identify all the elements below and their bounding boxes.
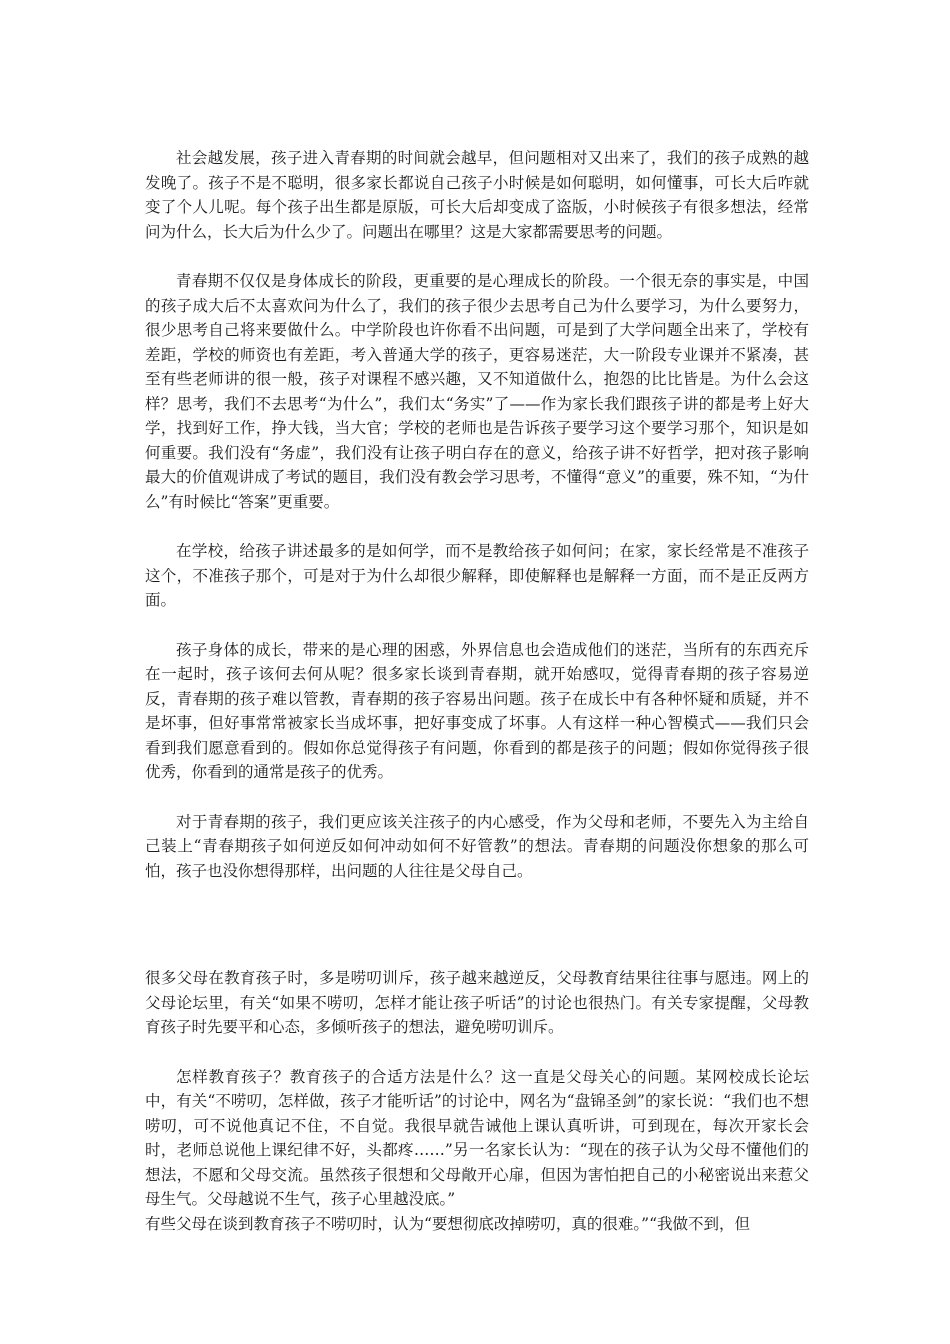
paragraph-4: 孩子身体的成长，带来的是心理的困惑，外界信息也会造成他们的迷茫，当所有的东西充斥在一起时，孩子该何去何从呢？很多家长谈到青春期，就开始感叹，觉得青春期的孩子容易逆反，青春期的孩子难以管教，青春期的孩子容易出问题。孩子在成长中有各种怀疑和质疑，并不是坏事，但好事常常被家长当成坏事，把好事变成了坏事。人有这样一种心智模式——我们只会看到我们愿意看到的。假如你总觉得孩子有问题，你看到的都是孩子的问题；假如你觉得孩子很优秀，你看到的通常是孩子的优秀。 <box>145 640 809 781</box>
section-spacer <box>145 908 809 966</box>
paragraph-3: 在学校，给孩子讲述最多的是如何学，而不是教给孩子如何问；在家，家长经常是不准孩子这个，不准孩子那个，可是对于为什么却很少解释，即使解释也是解释一方面，而不是正反两方面。 <box>145 542 809 609</box>
paragraph-7: 怎样教育孩子？教育孩子的合适方法是什么？这一直是父母关心的问题。某网校成长论坛中，有关“不唠叨，怎样做，孩子才能听话”的讨论中，网名为“盘锦圣剑”的家长说：“我们也不想唠叨，可不说他真记不住，不自觉。我很早就告诫他上课认真听讲，可到现在，每次开家长会时，老师总说他上课纪律不好，头都疼……”另一名家长认为：“现在的孩子认为父母不懂他们的想法，不愿和父母交流。虽然孩子很想和父母敞开心扉，但因为害怕把自己的小秘密说出来惹父母生气。父母越说不生气，孩子心里越没底。” <box>145 1067 809 1208</box>
paragraph-8: 有些父母在谈到教育孩子不唠叨时，认为“要想彻底改掉唠叨，真的很难。”“我做不到，但 <box>145 1214 751 1233</box>
paragraph-5: 对于青春期的孩子，我们更应该关注孩子的内心感受，作为父母和老师，不要先入为主给自己装上“青春期孩子如何逆反如何冲动如何不好管教”的想法。青春期的问题没你想象的那么可怕，孩子也没你想得那样，出问题的人往往是父母自己。 <box>145 812 809 880</box>
document-body <box>145 146 809 1236</box>
paragraph-6: 很多父母在教育孩子时，多是唠叨训斥，孩子越来越逆反，父母教育结果往往事与愿违。网上的父母论坛里，有关“如果不唠叨，怎样才能让孩子听话”的讨论也很热门。有关专家提醒，父母教育孩子时先要平和心态，多倾听孩子的想法，避免唠叨训斥。 <box>145 969 809 1036</box>
paragraph-2: 青春期不仅仅是身体成长的阶段，更重要的是心理成长的阶段。一个很无奈的事实是，中国的孩子成大后不太喜欢问为什么了，我们的孩子很少去思考自己为什么要学习，为什么要努力，很少思考自己将来要做什么。中学阶段也许你看不出问题，可是到了大学问题全出来了，学校有差距，学校的师资也有差距，考入普通大学的孩子，更容易迷茫，大一阶段专业课并不紧凑，甚至有些老师讲的很一般，孩子对课程不感兴趣，又不知道做什么，抱怨的比比皆是。为什么会这样？思考，我们不去思考“为什么”，我们太“务实”了——作为家长我们跟孩子讲的都是考上好大学，找到好工作，挣大钱，当大官；学校的老师也是告诉孩子要学习这个要学习那个，知识是如何重要。我们没有“务虚”，我们没有让孩子明白存在的意义，给孩子讲不好哲学，把对孩子影响最大的价值观讲成了考试的题目，我们没有教会学习思考，不懂得“意义”的重要，殊不知，“为什么”有时候比“答案”更重要。 <box>145 272 809 511</box>
paragraph-1: 社会越发展，孩子进入青春期的时间就会越早，但问题相对又出来了，我们的孩子成熟的越发晚了。孩子不是不聪明，很多家长都说自己孩子小时候是如何聪明，如何懂事，可长大后咋就变了个人儿呢。每个孩子出生都是原版，可长大后却变成了盗版，小时候孩子有很多想法，经常问为什么，长大后为什么少了。问题出在哪里？这是大家都需要思考的问题。 <box>145 149 809 241</box>
